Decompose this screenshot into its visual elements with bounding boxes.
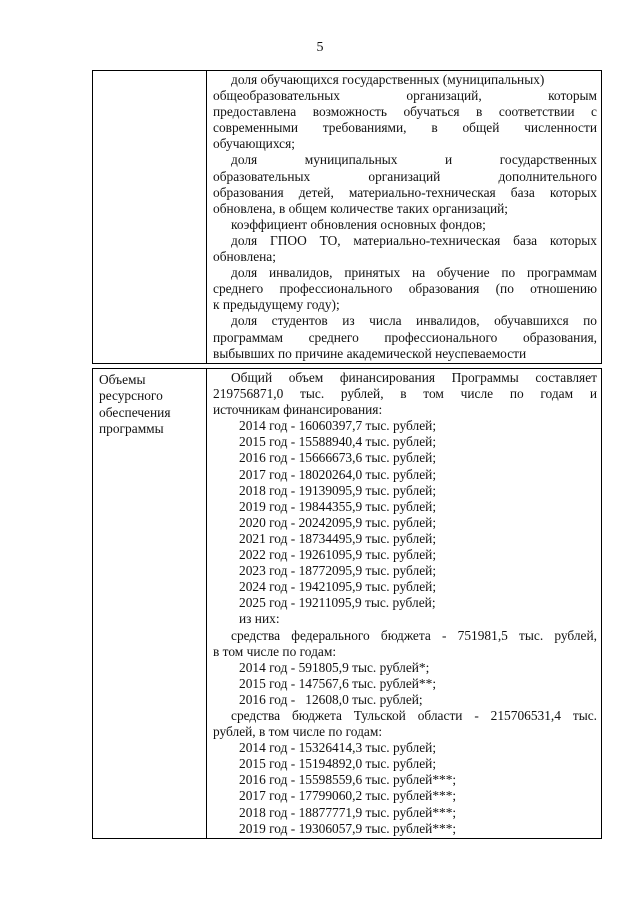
text-line: 219756871,0 тыс. рублей, в том числе по годам и bbox=[213, 386, 597, 402]
text-line: программам среднего профессионального образования, bbox=[213, 329, 597, 345]
text-line: обновлена; bbox=[213, 249, 276, 265]
text-line: источникам финансирования: bbox=[213, 402, 383, 418]
year-line: 2014 год - 15326414,3 тыс. рублей; bbox=[239, 740, 437, 756]
text-line: обновлена, в общем количестве таких организаций; bbox=[213, 200, 509, 216]
text-line: средства бюджета Тульской области - 215706531,4 тыс. bbox=[231, 707, 597, 723]
year-line: 2018 год - 18877771,9 тыс. рублей***; bbox=[239, 804, 457, 820]
year-line: 2015 год - 147567,6 тыс. рублей**; bbox=[239, 675, 437, 691]
text-line: среднего профессионального образования (по отношению bbox=[213, 281, 597, 297]
year-line: 2014 год - 16060397,7 тыс. рублей; bbox=[239, 418, 437, 434]
year-line: 2017 год - 18020264,0 тыс. рублей; bbox=[239, 466, 437, 482]
text-line: доля студентов из числа инвалидов, обучавшихся по bbox=[231, 313, 597, 329]
year-line: 2019 год - 19306057,9 тыс. рублей***; bbox=[239, 820, 457, 836]
year-line: 2016 год - 15666673,6 тыс. рублей; bbox=[239, 450, 437, 466]
year-line: 2018 год - 19139095,9 тыс. рублей; bbox=[239, 482, 437, 498]
text-line: общеобразовательных организаций, которым bbox=[213, 88, 597, 104]
year-line: 2015 год - 15194892,0 тыс. рублей; bbox=[239, 756, 437, 772]
year-line: 2020 год - 20242095,9 тыс. рублей; bbox=[239, 514, 437, 530]
text-line: в том числе по годам: bbox=[213, 643, 337, 659]
resources-label-line: ресурсного bbox=[99, 388, 163, 404]
text-line: обучающихся; bbox=[213, 136, 295, 152]
indicators-table bbox=[92, 70, 602, 364]
text-line: из них: bbox=[239, 611, 280, 627]
year-line: 2024 год - 19421095,9 тыс. рублей; bbox=[239, 579, 437, 595]
year-line: 2014 год - 591805,9 тыс. рублей*; bbox=[239, 659, 430, 675]
text-line: доля обучающихся государственных (муниципальных) bbox=[231, 72, 545, 87]
text-line: доля ГПОО ТО, материально-техническая база которых bbox=[231, 232, 597, 248]
year-line: 2022 год - 19261095,9 тыс. рублей; bbox=[239, 547, 437, 563]
resources-label-line: программы bbox=[99, 420, 164, 436]
year-line: 2025 год - 19211095,9 тыс. рублей; bbox=[239, 595, 436, 611]
indicators-text-cell bbox=[207, 71, 602, 364]
resources-label-line: обеспечения bbox=[99, 404, 171, 420]
page-number: 5 bbox=[316, 40, 324, 55]
year-line: 2023 год - 18772095,9 тыс. рублей; bbox=[239, 563, 437, 579]
resources-label-cell bbox=[93, 369, 207, 839]
year-line: 2019 год - 19844355,9 тыс. рублей; bbox=[239, 498, 437, 514]
resources-table bbox=[92, 368, 602, 839]
year-line: 2015 год - 15588940,4 тыс. рублей; bbox=[239, 434, 437, 450]
text-line: рублей, в том числе по годам: bbox=[213, 724, 383, 740]
text-line: образования детей, материально-техническая база которых bbox=[213, 184, 597, 200]
text-line: к предыдущему году); bbox=[213, 297, 340, 313]
text-line: коэффициент обновления основных фондов; bbox=[231, 216, 486, 232]
year-line: 2016 год - 15598559,6 тыс. рублей***; bbox=[239, 772, 457, 788]
text-line: Общий объем финансирования Программы составляет bbox=[231, 370, 597, 385]
resources-label-line: Объемы bbox=[99, 372, 146, 387]
year-line: 2016 год - 12608,0 тыс. рублей; bbox=[239, 691, 423, 707]
indicators-left-cell bbox=[93, 71, 207, 364]
text-line: образовательных организаций дополнительного bbox=[213, 168, 597, 184]
text-line: предоставлена возможность обучаться в соответствии с bbox=[213, 104, 597, 120]
text-line: доля инвалидов, принятых на обучение по программам bbox=[231, 265, 597, 281]
resources-text-cell bbox=[207, 369, 602, 839]
text-line: современными требованиями, в общей численности bbox=[213, 120, 597, 136]
text-line: доля муниципальных и государственных bbox=[231, 152, 597, 168]
text-line: средства федерального бюджета - 751981,5 тыс. рублей, bbox=[231, 627, 597, 643]
year-line: 2017 год - 17799060,2 тыс. рублей***; bbox=[239, 788, 457, 804]
year-line: 2021 год - 18734495,9 тыс. рублей; bbox=[239, 530, 437, 546]
text-line: выбывших по причине академической неуспеваемости bbox=[213, 345, 527, 361]
